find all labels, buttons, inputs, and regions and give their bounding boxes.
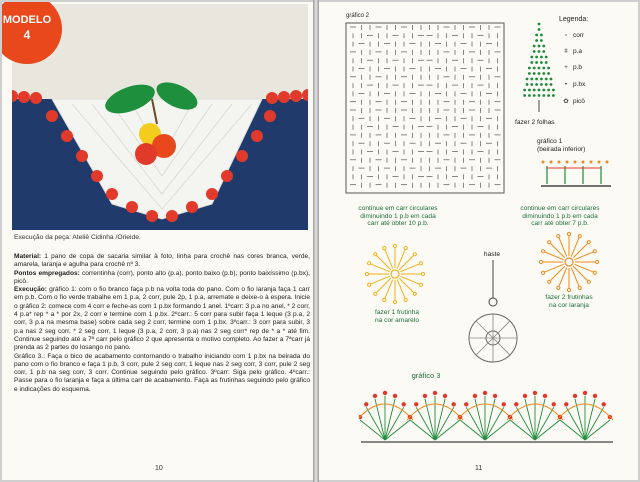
- paragraph-text: correntinha (corr), ponto alto (p.a), ponto baixo (p.b), ponto baixíssimo (p.bx), picô.: [14, 269, 310, 285]
- legend-item-corr: ▫ corr: [559, 32, 584, 39]
- legend-item-pb: + p.b: [559, 64, 582, 71]
- paragraph-label: Pontos empregados:: [14, 269, 80, 277]
- stem-label: haste: [483, 251, 501, 258]
- orange-fruit-chart: [537, 230, 601, 294]
- orange-fruit-label: fazer 2 frutinhas na cor laranja: [545, 294, 593, 309]
- instruction-orange: continue em carr circulares diminuindo 1 p.b em cada carr até obter 7 p.b.: [520, 205, 600, 228]
- chart2-label: gráfico 2: [346, 13, 370, 19]
- paragraph-text: Gráfico 3.: Faça o bico de acabamento contornando o trabalho iniciando com 1 p.bx na beirada do pano com o fio branco e faça 1 p.b, 3 corr, pule 2 seg corr, 1 leque nas 2 seg corr, 3 corr, pule 2 seg corr, 1 p.b na seg corr, 3 corr. Continue seguindo pelo gráfico. 3ºcarr: Siga pelo gráfico. 4ºcarr.: Passe para o fio laranja e faça a última carr de acabamento. Faça as frutinhas seguindo pelo gráfico e indicações do esquema.: [14, 352, 310, 393]
- instruction-paragraph: [14, 253, 310, 270]
- paragraph-text: 1 pano de copa de sacaria similar à foto, linha para crochê nas cores branca, verde, amarela, laranja e agulha para crochê nº 3.: [14, 253, 310, 269]
- picot-icon: ✿: [563, 98, 569, 105]
- right-page: [319, 2, 638, 480]
- photo-caption: Execução da peça: Ateliê Cidinha /Orieide.: [14, 234, 141, 241]
- chart1-label: gráfico 1 (beirada inferior): [537, 138, 586, 153]
- badge-title: MODELO: [2, 14, 52, 26]
- legend-title: Legenda:: [559, 16, 589, 23]
- chart1-border: [539, 156, 615, 194]
- instructions-text: [14, 253, 310, 394]
- stem-chart: [453, 258, 533, 368]
- chart3-border: [359, 380, 615, 450]
- left-page: [2, 2, 313, 480]
- badge-number: 4: [23, 28, 31, 42]
- chart3-label: gráfico 3: [411, 371, 441, 380]
- leaf-chart: [519, 20, 559, 115]
- paragraph-label: Material:: [14, 253, 42, 260]
- legend-item-pbx: • p.bx: [559, 81, 585, 88]
- page-number-left: 10: [155, 465, 163, 472]
- legend-item-pa: ǂ p.a: [559, 48, 582, 55]
- single-crochet-icon: +: [564, 64, 568, 71]
- page-number-right: 11: [475, 465, 483, 472]
- yellow-fruit-chart: [363, 242, 427, 306]
- paragraph-text: gráfico 1: com o fio branco faça p.b na volta toda do pano. Com o fio laranja faça 1 carr em p.b. Com o fio verde trabalhe em 1 p.a, 2 corr, pule 2p, 1 p.a, arremate e deixe-o à espera. Inicie o gráfico 2: comece com 4 corr e feche-as com 1 p.bx formando 1 anel. 1ºcarr: 3 p.a no anel, * 2 corr, 4 p.a* rep * a * por 2x, 2 corr e termine com 1 p.bx. 2ºcarr.: 5 corr para subir faça 1 leque (3 p.a, 2 corr, 3 p.a na mesma base) sobre cada seg 2 corr, termine com 1 p.bx. 3ºcarr.: 3 corr para subir, 3 p.a nas 2 seg corr, * 2 seg corr, 1 leque (3 p.a, 2 corr, 3 p.a) nas 2 seg corr* rep de * a * até fim. Continue seguindo até a 7ª carr pelo gráfico 2 que apresenta o motivo completo. Ao fazer a 7ªcarr já prenda as 2 partes do losango no pano.: [14, 286, 310, 352]
- treble-icon: ǂ: [564, 48, 568, 55]
- chain-icon: ▫: [564, 32, 568, 39]
- instruction-paragraph: [14, 353, 310, 394]
- leaf-label: fazer 2 folhas: [515, 119, 555, 126]
- slip-stitch-icon: •: [564, 81, 568, 88]
- chart2-grid: [345, 22, 505, 194]
- legend-item-pico: ✿ picô: [559, 97, 585, 105]
- instruction-yellow: continue em carr circulares diminuindo 1 p.b em cada carr até obter 10 p.b.: [358, 205, 438, 228]
- paragraph-label: Execução:: [14, 286, 47, 294]
- instruction-paragraph: [14, 286, 310, 352]
- yellow-fruit-label: fazer 1 frutinha na cor amarelo: [375, 309, 419, 324]
- instruction-paragraph: [14, 270, 310, 287]
